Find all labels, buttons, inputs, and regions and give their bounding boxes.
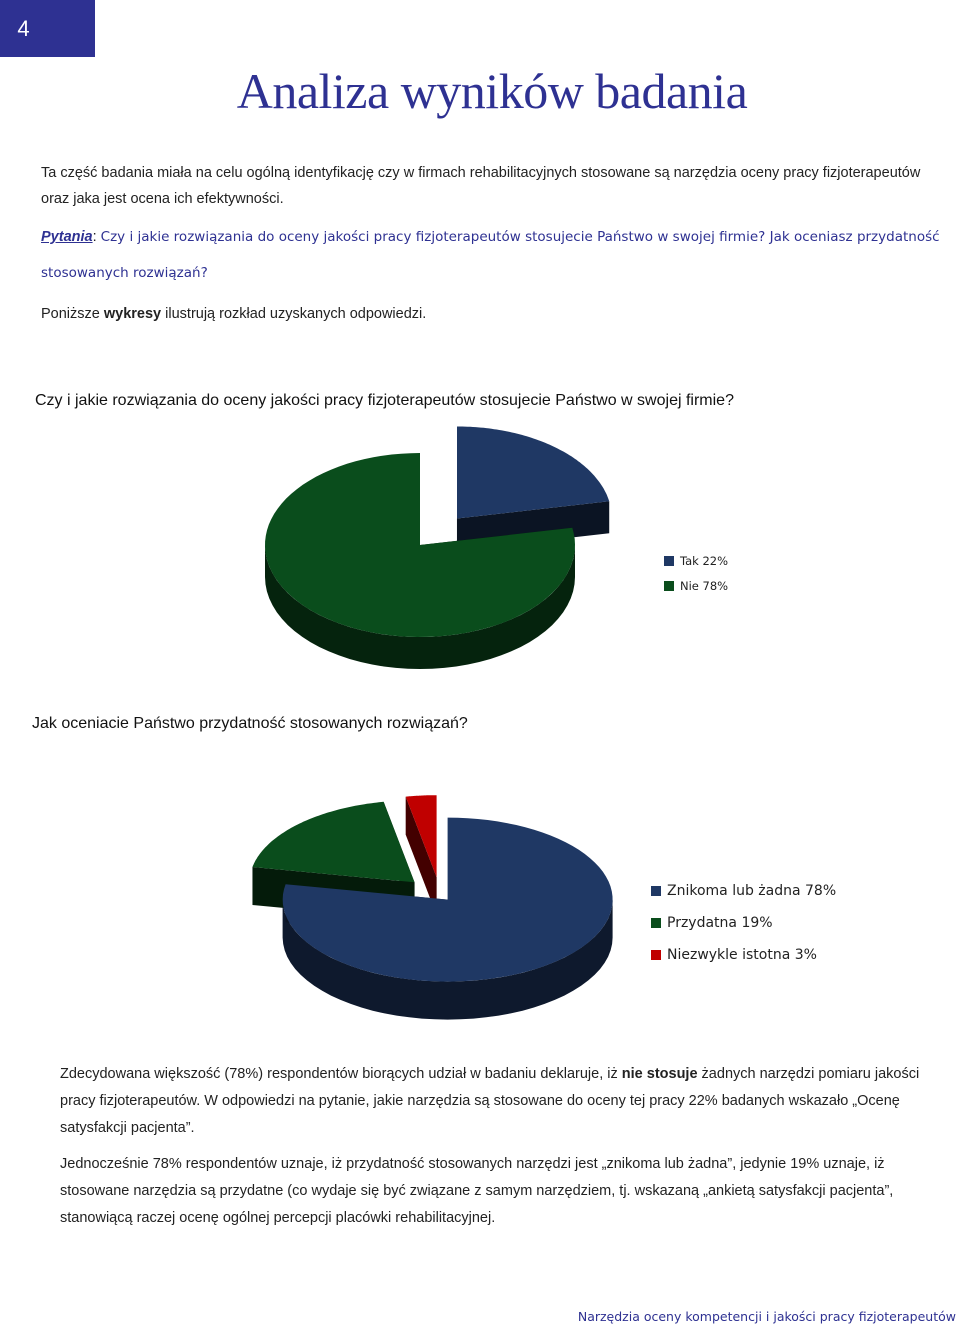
page-title: Analiza wyników badania [236,63,748,119]
chart-2-title: Jak oceniacie Państwo przydatność stosowanych rozwiązań? [32,715,468,732]
legend-swatch [664,556,674,566]
charts-note-bold: wykresy [103,306,162,322]
legend-swatch [664,581,674,591]
legend-label: Niezwykle istotna 3% [667,947,817,963]
charts-note-before: Poniższe [41,306,104,322]
pie-slices [252,795,612,1019]
legend-label: Znikoma lub żadna 78% [667,883,837,899]
summary-paragraph-2: Jednocześnie 78% respondentów uznaje, iż przydatność stosowanych narzędzi jest „znikoma lub żadna”, jedynie 19% uznaje, iż stosowane narzędzia są przydatne (co wydaje się być związane z samym narzędziem, tj. wskazaną „ankietą satysfakcji pacjenta”, stanowiącą raczej ocenę ogólnej percepcji placówki rehabilitacyjnej. [60,1156,894,1226]
page-number-badge [0,0,95,57]
chart-legend [664,554,728,593]
summary-p1-bold: nie stosuje [621,1066,698,1082]
pie-slices [265,426,609,669]
charts-note [41,301,426,327]
legend-label: Przydatna 19% [667,915,773,931]
intro-paragraph: Ta część badania miała na celu ogólną identyfikację czy w firmach rehabilitacyjnych stosowane są narzędzia oceny pracy fizjoterapeutów oraz jaka jest ocena ich efektywności. [41,165,921,207]
legend-label: Tak 22% [680,554,729,568]
questions-text: Czy i jakie rozwiązania do oceny jakości pracy fizjoterapeutów stosujecie Państwo w swojej firmie? Jak oceniasz przydatność stosowanych rozwiązań? [41,229,940,281]
questions-lead: Pytania [41,229,93,245]
legend-swatch [651,950,661,960]
questions-colon: : [92,229,101,245]
pie-chart-usage [0,450,960,690]
legend-label: Nie 78% [680,579,729,593]
summary-paragraph-1 [60,1061,920,1142]
footer-text: Narzędzia oceny kompetencji i jakości pracy fizjoterapeutów [577,1309,956,1324]
chart-1-title: Czy i jakie rozwiązania do oceny jakości pracy fizjoterapeutów stosujecie Państwo w swojej firmie? [35,392,734,409]
summary-p1-start: Zdecydowana większość (78%) respondentów biorących udział w badaniu deklaruje, iż [60,1066,622,1082]
chart-legend [651,883,836,963]
legend-swatch [651,886,661,896]
summary-p1-end: żadnych narzędzi pomiaru jakości pracy fizjoterapeutów. W odpowiedzi na pytanie, jakie narzędzia są stosowane do oceny tej pracy 22% badanych wskazało „Ocenę satysfakcji pacjenta”. [60,1066,920,1136]
pie-chart-usefulness [0,790,960,1030]
questions-paragraph [41,219,941,291]
charts-note-after: ilustrują rozkład uzyskanych odpowiedzi. [161,306,427,322]
legend-swatch [651,918,661,928]
page-number: 4 [17,15,30,41]
